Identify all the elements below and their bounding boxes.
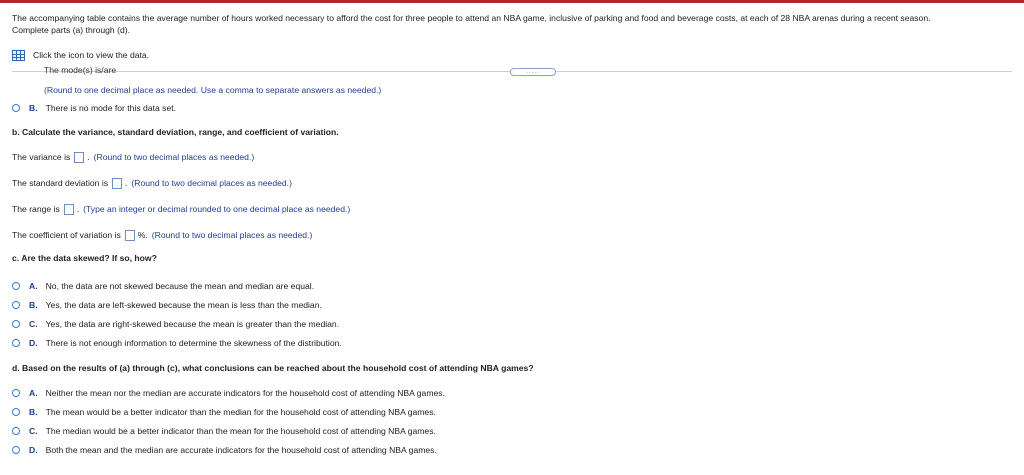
table-icon[interactable]	[12, 50, 25, 61]
part-b-prompt-text: b. Calculate the variance, standard deviation, range, and coefficient of variation.	[12, 127, 339, 137]
expand-handle[interactable]: .....	[510, 68, 556, 76]
std-dev-row	[12, 176, 292, 190]
radio-button[interactable]	[12, 446, 20, 454]
part-c-prompt	[12, 251, 157, 265]
part-c-prompt-text: c. Are the data skewed? If so, how?	[12, 253, 157, 263]
variance-input[interactable]	[74, 152, 84, 163]
part-d-option-c[interactable]	[12, 424, 436, 438]
option-letter: C.	[29, 426, 38, 436]
option-text[interactable]: The median would be a better indicator than the mean for the household cost of attending NBA games.	[45, 426, 436, 436]
range-label: The range is	[12, 204, 60, 214]
option-letter: B.	[29, 300, 38, 310]
radio-button[interactable]	[12, 389, 20, 397]
part-c-option-c[interactable]	[12, 317, 339, 331]
part-a-round-hint	[44, 83, 381, 97]
radio-button[interactable]	[12, 320, 20, 328]
part-d-option-b[interactable]	[12, 405, 436, 419]
radio-button[interactable]	[12, 339, 20, 347]
part-c-option-a[interactable]	[12, 279, 314, 293]
radio-button[interactable]	[12, 408, 20, 416]
cv-after: %.	[137, 230, 148, 240]
part-a-option-b[interactable]	[12, 101, 176, 115]
part-d-option-d[interactable]	[12, 443, 437, 457]
option-text[interactable]: There is not enough information to determine the skewness of the distribution.	[45, 338, 342, 348]
part-d-prompt	[12, 361, 534, 375]
variance-label: The variance is	[12, 152, 71, 162]
option-letter: B.	[29, 103, 38, 113]
std-dev-after: .	[125, 178, 128, 188]
top-accent-bar	[0, 0, 1024, 3]
cv-hint: (Round to two decimal places as needed.)	[151, 230, 313, 240]
part-b-prompt	[12, 125, 339, 139]
cv-input[interactable]	[125, 230, 135, 241]
range-hint: (Type an integer or decimal rounded to one decimal place as needed.)	[83, 204, 351, 214]
std-dev-label: The standard deviation is	[12, 178, 109, 188]
intro-line-1: The accompanying table contains the average number of hours worked necessary to afford the cost for three people to attend an NBA game, inclusive of parking and food and beverage costs, at each of 28 NBA arenas during a recent season.	[12, 13, 931, 23]
range-input[interactable]	[64, 204, 74, 215]
option-letter: A.	[29, 281, 38, 291]
option-letter: D.	[29, 338, 38, 348]
std-dev-hint: (Round to two decimal places as needed.)	[131, 178, 292, 188]
part-c-option-d[interactable]	[12, 336, 342, 350]
variance-row	[12, 150, 254, 164]
std-dev-input[interactable]	[112, 178, 122, 189]
range-row	[12, 202, 350, 216]
option-text[interactable]: The mean would be a better indicator than the median for the household cost of attending NBA games.	[45, 407, 436, 417]
view-data-label[interactable]: Click the icon to view the data.	[33, 50, 150, 60]
option-text[interactable]: Yes, the data are left-skewed because the mean is less than the median.	[45, 300, 322, 310]
option-text[interactable]: No, the data are not skewed because the mean and median are equal.	[45, 281, 315, 291]
question-intro	[12, 12, 1024, 36]
radio-button[interactable]	[12, 301, 20, 309]
intro-line-2: Complete parts (a) through (d).	[12, 25, 130, 35]
option-letter: B.	[29, 407, 38, 417]
part-d-prompt-text: d. Based on the results of (a) through (c), what conclusions can be reached about the household cost of attending NBA games?	[12, 363, 534, 373]
cv-row	[12, 228, 312, 242]
option-text[interactable]: Yes, the data are right-skewed because the mean is greater than the median.	[45, 319, 340, 329]
option-text[interactable]: There is no mode for this data set.	[45, 103, 176, 113]
view-data-link[interactable]	[12, 49, 149, 61]
part-c-option-b[interactable]	[12, 298, 322, 312]
part-a-clipped-text: The mode(s) is/are	[44, 65, 117, 75]
option-letter: D.	[29, 445, 38, 455]
radio-button[interactable]	[12, 282, 20, 290]
option-letter: C.	[29, 319, 38, 329]
option-text[interactable]: Neither the mean nor the median are accurate indicators for the household cost of attending NBA games.	[45, 388, 445, 398]
variance-after: .	[87, 152, 90, 162]
cv-label: The coefficient of variation is	[12, 230, 121, 240]
radio-button[interactable]	[12, 427, 20, 435]
part-a-clipped-line	[44, 65, 164, 77]
part-a-hint-text: (Round to one decimal place as needed. Use a comma to separate answers as needed.)	[44, 85, 382, 95]
radio-button[interactable]	[12, 104, 20, 112]
option-text[interactable]: Both the mean and the median are accurate indicators for the household cost of attending NBA games.	[45, 445, 437, 455]
variance-hint: (Round to two decimal places as needed.)	[93, 152, 255, 162]
range-after: .	[76, 204, 80, 214]
part-d-option-a[interactable]	[12, 386, 445, 400]
option-letter: A.	[29, 388, 38, 398]
